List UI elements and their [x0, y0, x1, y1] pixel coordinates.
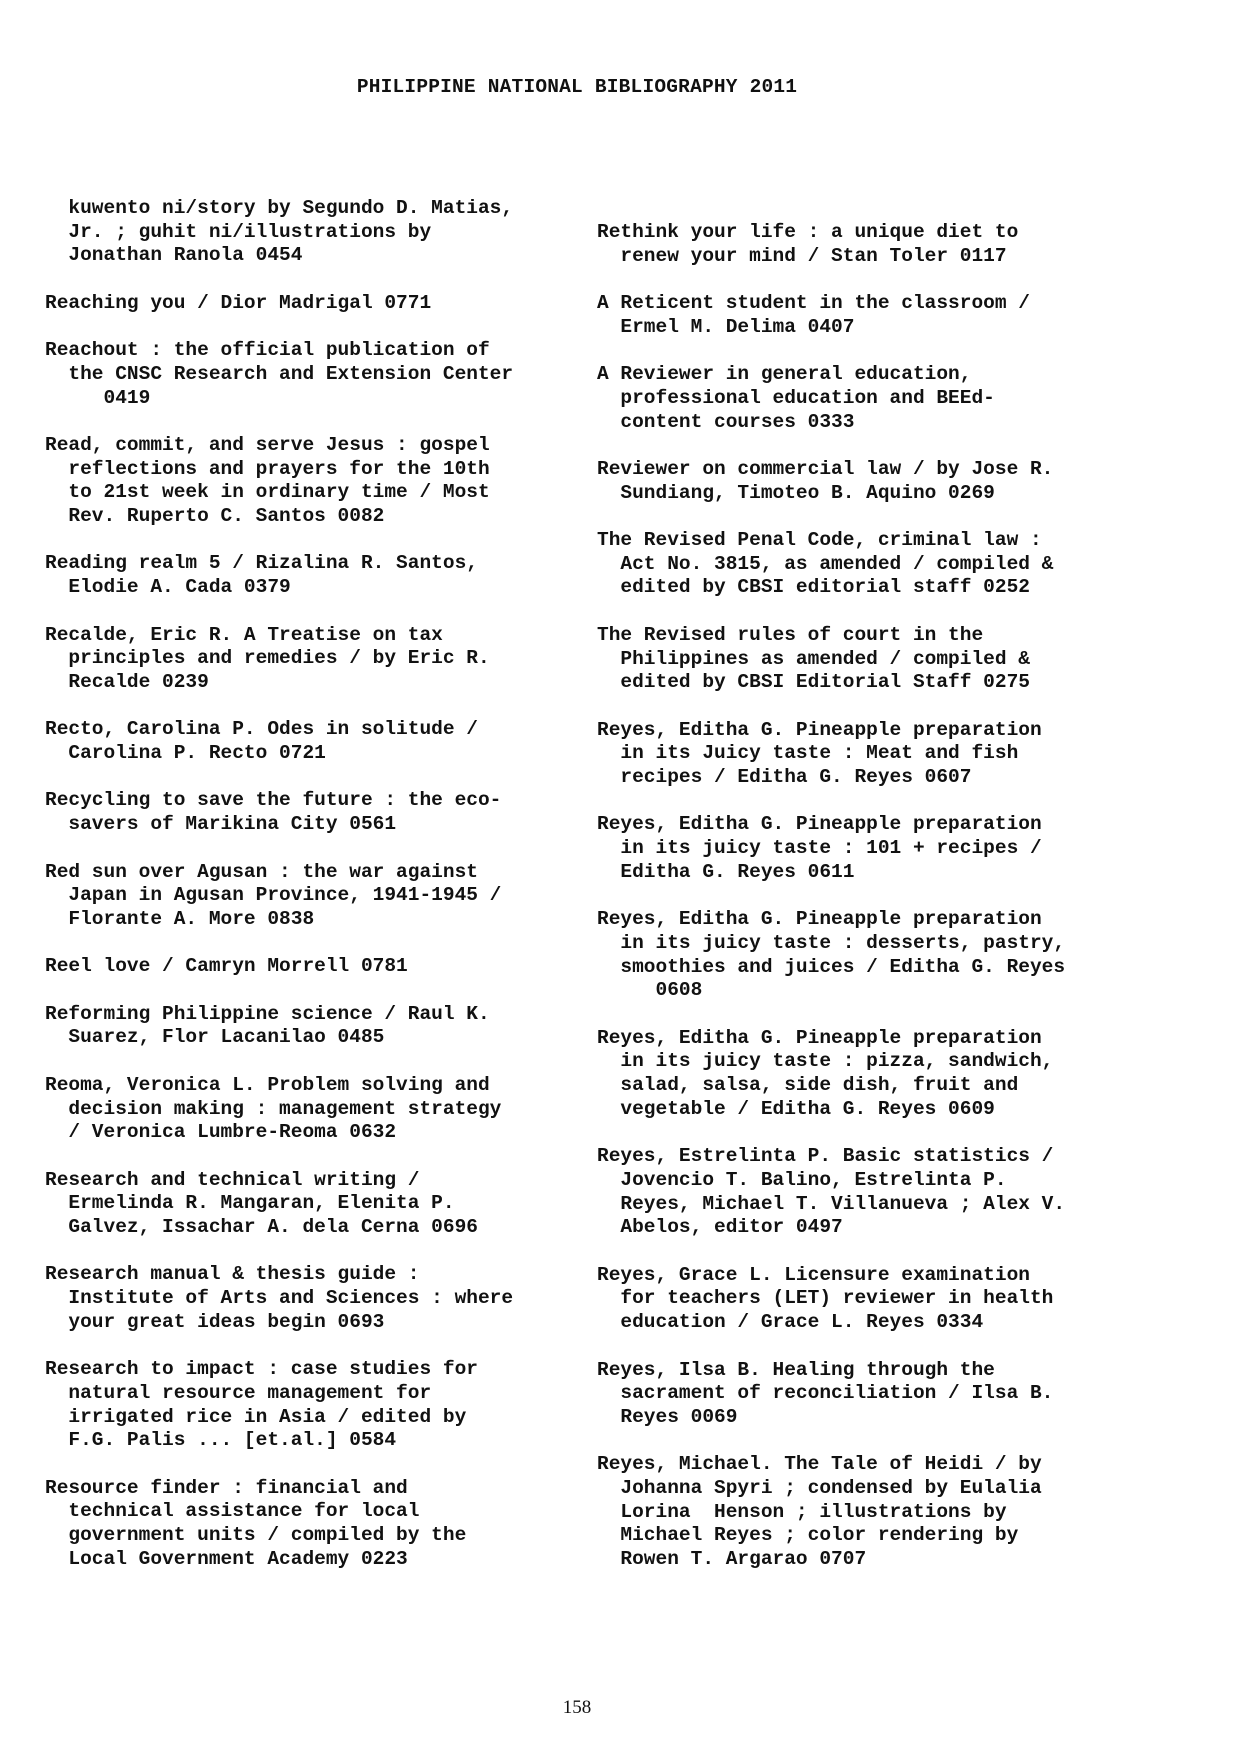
entry-line: Reyes, Editha G. Pineapple preparation	[597, 813, 1042, 836]
entry-line: kuwento ni/story by Segundo D. Matias,	[45, 197, 514, 219]
entry-line: sacrament of reconciliation / Ilsa B.	[597, 1382, 1054, 1405]
entry-line: professional education and BEEd-	[597, 386, 995, 409]
bibliography-entry	[45, 1477, 605, 1572]
bibliography-entry	[45, 292, 605, 316]
entry-line: Read, commit, and serve Jesus : gospel	[45, 433, 490, 456]
bibliography-entry	[45, 955, 605, 979]
entry-line: Editha G. Reyes 0611	[597, 860, 855, 883]
entry-line: Rethink your life : a unique diet to	[597, 221, 1019, 243]
entry-line: Research to impact : case studies for	[45, 1358, 478, 1381]
entry-line: Reyes, Editha G. Pineapple preparation	[597, 718, 1042, 741]
entry-line: Resource finder : financial and	[45, 1476, 408, 1499]
bibliography-entry	[597, 1264, 1157, 1335]
bibliography-entry	[597, 908, 1157, 1003]
entry-line: Reviewer on commercial law / by Jose R.	[597, 457, 1054, 480]
bibliography-entry	[597, 458, 1157, 505]
entry-line: savers of Marikina City 0561	[45, 813, 397, 836]
entry-line: Red sun over Agusan : the war against	[45, 860, 478, 883]
entry-line: Florante A. More 0838	[45, 907, 315, 930]
bibliography-entry	[597, 813, 1157, 884]
entry-line: Research manual & thesis guide :	[45, 1263, 420, 1286]
bibliography-entry	[597, 221, 1157, 268]
entry-line: Act No. 3815, as amended / compiled &	[597, 552, 1054, 575]
bibliography-entry	[45, 1074, 605, 1145]
entry-line: Reel love / Camryn Morrell 0781	[45, 955, 408, 978]
entry-line: education / Grace L. Reyes 0334	[597, 1311, 984, 1334]
entry-line: renew your mind / Stan Toler 0117	[597, 244, 1007, 267]
entry-line: Recycling to save the future : the eco-	[45, 789, 502, 812]
bibliography-entry	[597, 1145, 1157, 1240]
entry-line: Reyes, Editha G. Pineapple preparation	[597, 1026, 1042, 1049]
entry-line: Reyes 0069	[597, 1405, 738, 1428]
right-column	[597, 221, 1157, 1596]
entry-line: for teachers (LET) reviewer in health	[597, 1287, 1054, 1310]
entry-line: the CNSC Research and Extension Center	[45, 362, 514, 385]
page-number: 158	[562, 1697, 592, 1718]
entry-line: Carolina P. Recto 0721	[45, 742, 326, 765]
entry-line: in its juicy taste : pizza, sandwich,	[597, 1050, 1054, 1073]
bibliography-entry	[597, 1027, 1157, 1122]
entry-line: Reyes, Michael T. Villanueva ; Alex V.	[597, 1192, 1066, 1215]
entry-line: smoothies and juices / Editha G. Reyes	[597, 955, 1066, 978]
bibliography-entry	[45, 1263, 605, 1334]
entry-line: decision making : management strategy	[45, 1097, 502, 1120]
entry-line: The Revised rules of court in the	[597, 623, 984, 646]
entry-line: / Veronica Lumbre-Reoma 0632	[45, 1121, 397, 1144]
entry-line: Jonathan Ranola 0454	[45, 244, 303, 267]
entry-line: salad, salsa, side dish, fruit and	[597, 1074, 1019, 1097]
entry-line: Philippines as amended / compiled &	[597, 647, 1030, 670]
entry-line: principles and remedies / by Eric R.	[45, 647, 490, 670]
bibliography-entry	[597, 1359, 1157, 1430]
left-column	[45, 197, 605, 1595]
entry-line: A Reviewer in general education,	[597, 363, 972, 386]
entry-line: The Revised Penal Code, criminal law :	[597, 529, 1042, 552]
entry-line: Jovencio T. Balino, Estrelinta P.	[597, 1168, 1007, 1191]
entry-line: in its juicy taste : 101 + recipes /	[597, 837, 1042, 860]
entry-line: recipes / Editha G. Reyes 0607	[597, 766, 972, 789]
entry-line: Jr. ; guhit ni/illustrations by	[45, 220, 432, 243]
bibliography-entry	[597, 363, 1157, 434]
bibliography-entry	[45, 552, 605, 599]
entry-line: edited by CBSI Editorial Staff 0275	[597, 671, 1030, 694]
entry-line: Recto, Carolina P. Odes in solitude /	[45, 718, 478, 741]
entry-line: Reyes, Estrelinta P. Basic statistics /	[597, 1145, 1054, 1168]
bibliography-entry	[45, 718, 605, 765]
entry-line: Elodie A. Cada 0379	[45, 576, 291, 599]
entry-line: Reachout : the official publication of	[45, 339, 490, 362]
entry-line: technical assistance for local	[45, 1500, 420, 1523]
entry-line: A Reticent student in the classroom /	[597, 292, 1030, 315]
entry-line: reflections and prayers for the 10th	[45, 457, 490, 480]
entry-line: Ermelinda R. Mangaran, Elenita P.	[45, 1192, 455, 1215]
entry-line: Suarez, Flor Lacanilao 0485	[45, 1026, 385, 1049]
entry-line: Reading realm 5 / Rizalina R. Santos,	[45, 552, 478, 575]
entry-line: Rowen T. Argarao 0707	[597, 1548, 867, 1571]
entry-line: Ermel M. Delima 0407	[597, 315, 855, 338]
entry-line: edited by CBSI editorial staff 0252	[597, 576, 1030, 599]
bibliography-entry	[45, 434, 605, 529]
entry-line: Institute of Arts and Sciences : where	[45, 1287, 514, 1310]
bibliography-entry	[597, 1453, 1157, 1572]
bibliography-entry	[597, 529, 1157, 600]
entry-line: in its Juicy taste : Meat and fish	[597, 742, 1019, 765]
page-header: PHILIPPINE NATIONAL BIBLIOGRAPHY 2011	[356, 76, 798, 98]
entry-line: Rev. Ruperto C. Santos 0082	[45, 505, 385, 528]
entry-line: Japan in Agusan Province, 1941-1945 /	[45, 884, 502, 907]
entry-line: 0608	[597, 979, 703, 1002]
entry-line: Local Government Academy 0223	[45, 1547, 408, 1570]
bibliography-entry	[45, 861, 605, 932]
entry-line: vegetable / Editha G. Reyes 0609	[597, 1097, 995, 1120]
entry-line: Reyes, Michael. The Tale of Heidi / by	[597, 1453, 1042, 1476]
entry-line: Reyes, Grace L. Licensure examination	[597, 1263, 1030, 1286]
bibliography-entry	[45, 789, 605, 836]
entry-line: Abelos, editor 0497	[597, 1216, 843, 1239]
entry-line: Research and technical writing /	[45, 1168, 420, 1191]
entry-line: 0419	[45, 386, 151, 409]
bibliography-entry	[597, 624, 1157, 695]
entry-line: Recalde 0239	[45, 670, 209, 693]
bibliography-entry	[45, 1358, 605, 1453]
entry-line: natural resource management for	[45, 1381, 432, 1404]
bibliography-entry	[45, 1003, 605, 1050]
entry-line: in its juicy taste : desserts, pastry,	[597, 931, 1066, 954]
entry-line: Reforming Philippine science / Raul K.	[45, 1002, 490, 1025]
entry-line: Reoma, Veronica L. Problem solving and	[45, 1073, 490, 1096]
entry-line: Lorina Henson ; illustrations by	[597, 1500, 1007, 1523]
entry-line: Johanna Spyri ; condensed by Eulalia	[597, 1477, 1042, 1500]
entry-line: Galvez, Issachar A. dela Cerna 0696	[45, 1216, 478, 1239]
entry-line: government units / compiled by the	[45, 1524, 467, 1547]
entry-line: Reyes, Editha G. Pineapple preparation	[597, 908, 1042, 931]
entry-line: F.G. Palis ... [et.al.] 0584	[45, 1429, 397, 1452]
entry-line: irrigated rice in Asia / edited by	[45, 1405, 467, 1428]
entry-line: Sundiang, Timoteo B. Aquino 0269	[597, 481, 995, 504]
entry-line: to 21st week in ordinary time / Most	[45, 481, 490, 504]
entry-line: content courses 0333	[597, 410, 855, 433]
bibliography-entry	[45, 1169, 605, 1240]
entry-line: your great ideas begin 0693	[45, 1310, 385, 1333]
entry-line: Reyes, Ilsa B. Healing through the	[597, 1358, 995, 1381]
entry-line: Recalde, Eric R. A Treatise on tax	[45, 623, 443, 646]
bibliography-entry	[597, 719, 1157, 790]
bibliography-entry	[45, 624, 605, 695]
bibliography-entry	[45, 339, 605, 410]
entry-line: Michael Reyes ; color rendering by	[597, 1524, 1019, 1547]
entry-line: Reaching you / Dior Madrigal 0771	[45, 291, 432, 314]
bibliography-entry	[597, 292, 1157, 339]
bibliography-entry	[45, 197, 605, 268]
